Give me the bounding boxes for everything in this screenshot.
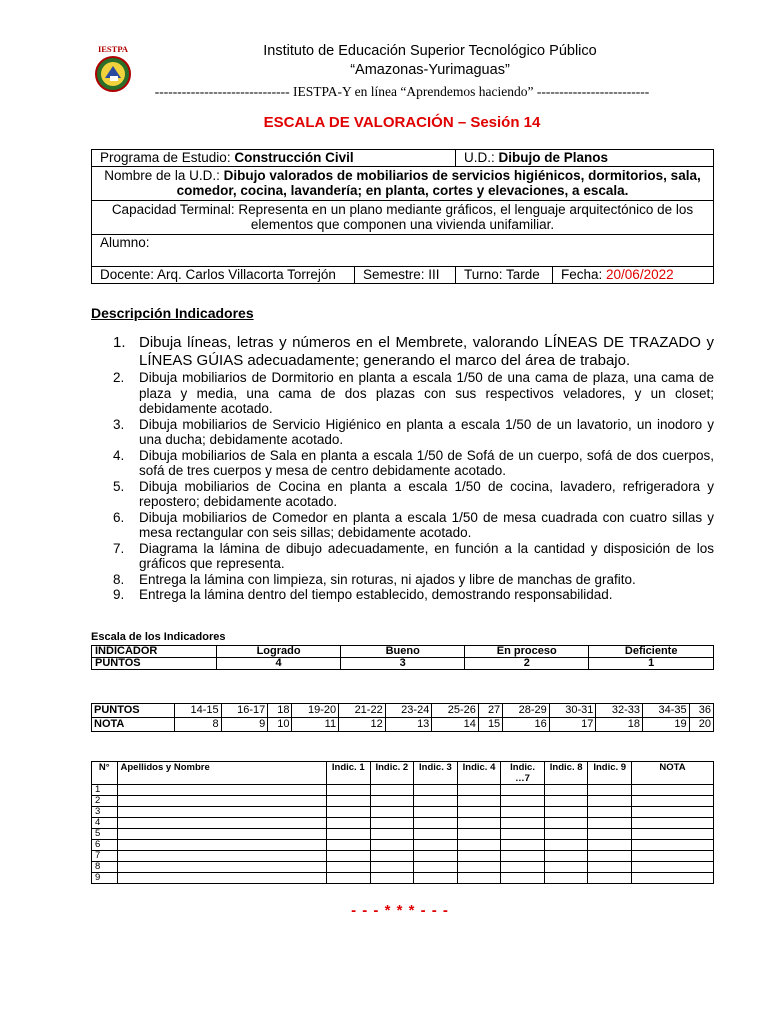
grade-cell	[544, 785, 588, 796]
grade-cell	[588, 785, 632, 796]
grade-cell	[588, 818, 632, 829]
grade-cell	[632, 829, 714, 840]
grade-cell	[632, 818, 714, 829]
grade-cell	[501, 785, 545, 796]
grade-cell	[370, 851, 414, 862]
grade-cell	[632, 785, 714, 796]
indicator-item	[91, 572, 714, 588]
indicator-number: 6.	[113, 509, 125, 525]
grade-cell	[326, 829, 370, 840]
shift-cell: Turno: Tarde	[456, 266, 553, 283]
grade-cell	[588, 829, 632, 840]
grade-cell	[501, 829, 545, 840]
row-number: 4	[92, 818, 118, 829]
indicator-text: Dibuja líneas, letras y números en el Membrete, valorando LÍNEAS DE TRAZADO y LÍNEAS GÚIAS adecuadamente; generando el marco del área de trabajo.	[139, 334, 714, 369]
indicator-text: Dibuja mobiliarios de Sala en planta a escala 1/50 de Sofá de un cuerpo, sofá de dos cuerpos, sofá de tres cuerpos y mesa de centro debidamente acotado.	[139, 447, 714, 478]
conversion-grade-cell: 19	[643, 718, 690, 732]
grade-cell	[414, 873, 458, 884]
footer-mark: - - - * * * - - -	[351, 902, 449, 919]
conversion-points-row	[92, 704, 714, 718]
indicator-number: 1.	[113, 334, 126, 351]
grade-cell	[588, 851, 632, 862]
ud-label: U.D.:	[464, 150, 499, 165]
grade-cell	[457, 807, 501, 818]
grades-row	[92, 851, 714, 862]
grade-cell	[588, 873, 632, 884]
grades-header-row	[92, 762, 714, 785]
grade-cell	[457, 840, 501, 851]
row-number: 7	[92, 851, 118, 862]
tagline: ------------------------------ IESTPA-Y en línea “Aprendemos haciendo” -------------------------	[154, 84, 650, 99]
indicators-heading: Descripción Indicadores	[91, 305, 254, 321]
indicator-text: Entrega la lámina dentro del tiempo establecido, demostrando responsabilidad.	[139, 587, 613, 602]
grade-cell	[544, 796, 588, 807]
conversion-points-cell: 19-20	[292, 704, 339, 718]
row-number: 3	[92, 807, 118, 818]
scale-header-cell: INDICADOR	[92, 646, 217, 658]
grade-cell	[501, 862, 545, 873]
grade-cell	[414, 785, 458, 796]
conversion-grade-cell: 15	[478, 718, 502, 732]
grade-cell	[326, 807, 370, 818]
grades-header-cell: Indic. …7	[501, 762, 545, 785]
conversion-table	[91, 703, 714, 732]
scale-header-row	[92, 646, 714, 658]
grade-cell	[370, 818, 414, 829]
scale-points-cell: 2	[465, 658, 589, 670]
grade-cell	[632, 873, 714, 884]
grades-row	[92, 862, 714, 873]
scale-header-cell: Deficiente	[589, 646, 714, 658]
svg-text:IESTPA: IESTPA	[97, 44, 129, 54]
conversion-points-cell: 32-33	[596, 704, 643, 718]
grade-cell	[117, 818, 326, 829]
grades-row	[92, 785, 714, 796]
grade-cell	[414, 840, 458, 851]
scale-points-cell: 4	[216, 658, 340, 670]
grade-cell	[370, 873, 414, 884]
grade-cell	[414, 807, 458, 818]
ud-name-value: Dibujo valorados de mobiliarios de servicios higiénicos, dormitorios, sala, comedor, cocina, lavandería; en planta, cortes y elevaciones, a escala.	[176, 167, 701, 198]
grade-cell	[414, 818, 458, 829]
conversion-points-cell: PUNTOS	[92, 704, 175, 718]
institution-name: Instituto de Educación Superior Tecnológico Público	[263, 43, 597, 59]
grades-header-cell: Indic. 3	[414, 762, 458, 785]
grade-cell	[544, 818, 588, 829]
grade-cell	[370, 796, 414, 807]
indicator-number: 5.	[113, 478, 125, 494]
scale-header-cell: Bueno	[341, 646, 465, 658]
grade-cell	[326, 818, 370, 829]
row-number: 9	[92, 873, 118, 884]
grade-cell	[117, 873, 326, 884]
grade-cell	[117, 862, 326, 873]
row-number: 8	[92, 862, 118, 873]
grades-header-cell: Indic. 8	[544, 762, 588, 785]
indicator-text: Dibuja mobiliarios de Servicio Higiénico en planta a escala 1/50 de un lavatorio, un inodoro y una ducha; debidamente acotado.	[139, 416, 714, 447]
grade-cell	[457, 796, 501, 807]
grade-cell	[457, 873, 501, 884]
grade-cell	[588, 807, 632, 818]
scale-points-cell: PUNTOS	[92, 658, 217, 670]
grade-cell	[370, 785, 414, 796]
grade-cell	[501, 796, 545, 807]
grade-cell	[117, 840, 326, 851]
grades-row	[92, 796, 714, 807]
indicator-number: 3.	[113, 416, 125, 432]
grade-cell	[117, 829, 326, 840]
conversion-grade-cell: 11	[292, 718, 339, 732]
indicator-item	[91, 334, 714, 370]
indicator-number: 8.	[113, 571, 125, 587]
grade-cell	[501, 873, 545, 884]
grade-cell	[117, 851, 326, 862]
grades-table	[91, 761, 714, 884]
grade-cell	[414, 851, 458, 862]
row-number: 1	[92, 785, 118, 796]
grade-cell	[117, 807, 326, 818]
conversion-grade-cell: 8	[175, 718, 222, 732]
indicator-text: Dibuja mobiliarios de Cocina en planta a escala 1/50 de cocina, lavadero, refrigeradora y repostero; debidamente acotado.	[139, 478, 714, 509]
scale-heading: Escala de los Indicadores	[91, 631, 226, 643]
conversion-grade-cell: NOTA	[92, 718, 175, 732]
grades-header-cell: Indic. 9	[588, 762, 632, 785]
conversion-grade-cell: 17	[549, 718, 596, 732]
campus-name: “Amazonas-Yurimaguas”	[350, 62, 510, 78]
conversion-grade-cell: 16	[503, 718, 550, 732]
conversion-grade-row	[92, 718, 714, 732]
conversion-points-cell: 25-26	[432, 704, 479, 718]
grade-cell	[414, 862, 458, 873]
grade-cell	[501, 840, 545, 851]
indicator-text: Diagrama la lámina de dibujo adecuadamente, en función a la cantidad y disposición de los gráficos que representa.	[139, 540, 714, 571]
date-cell	[553, 266, 714, 283]
grade-cell	[544, 862, 588, 873]
conversion-points-cell: 16-17	[221, 704, 268, 718]
grade-cell	[370, 829, 414, 840]
grade-cell	[370, 862, 414, 873]
grade-cell	[414, 829, 458, 840]
grade-cell	[414, 796, 458, 807]
grades-header-cell: N°	[92, 762, 118, 785]
conversion-grade-cell: 9	[221, 718, 268, 732]
program-cell	[92, 150, 456, 167]
ud-cell	[456, 150, 714, 167]
grade-cell	[326, 840, 370, 851]
conversion-points-cell: 14-15	[175, 704, 222, 718]
indicator-text: Dibuja mobiliarios de Comedor en planta a escala 1/50 de mesa cuadrada con cuatro sillas y mesa rectangular con seis sillas; debidamente acotado.	[139, 509, 714, 540]
program-label: Programa de Estudio:	[100, 150, 235, 165]
scale-header-cell: Logrado	[216, 646, 340, 658]
indicator-item	[91, 510, 714, 541]
row-number: 2	[92, 796, 118, 807]
indicator-number: 4.	[113, 447, 125, 463]
grade-cell	[370, 840, 414, 851]
indicators-list	[91, 334, 714, 603]
conversion-grade-cell: 13	[385, 718, 432, 732]
indicator-item	[91, 417, 714, 448]
conversion-points-cell: 27	[478, 704, 502, 718]
grades-header-cell: Indic. 2	[370, 762, 414, 785]
grade-cell	[326, 862, 370, 873]
ud-name-label: Nombre de la U.D.:	[104, 167, 224, 183]
indicator-text: Dibuja mobiliarios de Dormitorio en planta a escala 1/50 de una cama de plaza, una cama de plaza y media, una cama de dos plazas con sus respectivos veladores, y un closet; debidamente acotado.	[139, 370, 714, 416]
date-value: 20/06/2022	[606, 266, 674, 282]
date-label: Fecha:	[561, 266, 607, 282]
grade-cell	[544, 829, 588, 840]
scale-points-cell: 1	[589, 658, 714, 670]
grade-cell	[457, 862, 501, 873]
grade-cell	[632, 862, 714, 873]
indicator-number: 9.	[113, 587, 125, 602]
institution-header	[150, 42, 710, 79]
grade-cell	[457, 818, 501, 829]
grade-cell	[501, 818, 545, 829]
grades-row	[92, 840, 714, 851]
indicator-item	[91, 541, 714, 572]
grades-header-cell: Indic. 1	[326, 762, 370, 785]
indicator-item	[91, 370, 714, 417]
grade-cell	[457, 851, 501, 862]
grade-cell	[326, 796, 370, 807]
course-info-table	[91, 149, 714, 284]
grades-header-cell: Indic. 4	[457, 762, 501, 785]
indicator-item	[91, 448, 714, 479]
scale-table	[91, 645, 714, 670]
scale-points-cell: 3	[341, 658, 465, 670]
indicator-item	[91, 587, 714, 603]
indicator-number: 2.	[113, 370, 125, 385]
grade-cell	[117, 785, 326, 796]
grade-cell	[326, 851, 370, 862]
indicator-text: Entrega la lámina con limpieza, sin roturas, ni ajados y libre de manchas de grafito.	[139, 571, 636, 587]
conversion-grade-cell: 14	[432, 718, 479, 732]
conversion-grade-cell: 20	[689, 718, 713, 732]
grade-cell	[457, 785, 501, 796]
grade-cell	[544, 851, 588, 862]
grade-cell	[632, 807, 714, 818]
grade-cell	[544, 807, 588, 818]
ud-name-cell	[92, 166, 714, 200]
grade-cell	[544, 873, 588, 884]
student-cell: Alumno:	[92, 234, 714, 266]
grade-cell	[326, 785, 370, 796]
grades-header-cell: Apellidos y Nombre	[117, 762, 326, 785]
grade-cell	[632, 840, 714, 851]
grade-cell	[326, 873, 370, 884]
grade-cell	[632, 851, 714, 862]
grades-row	[92, 818, 714, 829]
scale-header-cell: En proceso	[465, 646, 589, 658]
grade-cell	[501, 807, 545, 818]
row-number: 5	[92, 829, 118, 840]
grades-row	[92, 807, 714, 818]
conversion-points-cell: 18	[268, 704, 292, 718]
conversion-grade-cell: 12	[339, 718, 386, 732]
conversion-points-cell: 36	[689, 704, 713, 718]
conversion-points-cell: 28-29	[503, 704, 550, 718]
grade-cell	[370, 807, 414, 818]
capacity-cell: Capacidad Terminal: Representa en un plano mediante gráficos, el lenguaje arquitectónico de los elementos que componen una vivienda unifamiliar.	[92, 200, 714, 234]
conversion-points-cell: 30-31	[549, 704, 596, 718]
conversion-points-cell: 34-35	[643, 704, 690, 718]
row-number: 6	[92, 840, 118, 851]
ud-value: Dibujo de Planos	[498, 150, 609, 165]
scale-points-row	[92, 658, 714, 670]
indicator-number: 7.	[113, 540, 125, 556]
teacher-cell: Docente: Arq. Carlos Villacorta Torrejón	[92, 266, 355, 283]
grade-cell	[588, 796, 632, 807]
grades-header-cell: NOTA	[632, 762, 714, 785]
grades-row	[92, 873, 714, 884]
semester-cell: Semestre: III	[355, 266, 456, 283]
grade-cell	[632, 796, 714, 807]
page-title: ESCALA DE VALORACIÓN – Sesión 14	[263, 114, 541, 131]
conversion-grade-cell: 18	[596, 718, 643, 732]
conversion-grade-cell: 10	[268, 718, 292, 732]
grade-cell	[117, 796, 326, 807]
grade-cell	[588, 862, 632, 873]
grade-cell	[457, 829, 501, 840]
conversion-points-cell: 23-24	[385, 704, 432, 718]
grades-row	[92, 829, 714, 840]
conversion-points-cell: 21-22	[339, 704, 386, 718]
grade-cell	[544, 840, 588, 851]
indicator-item	[91, 479, 714, 510]
program-value: Construcción Civil	[234, 150, 354, 165]
grade-cell	[588, 840, 632, 851]
grade-cell	[501, 851, 545, 862]
